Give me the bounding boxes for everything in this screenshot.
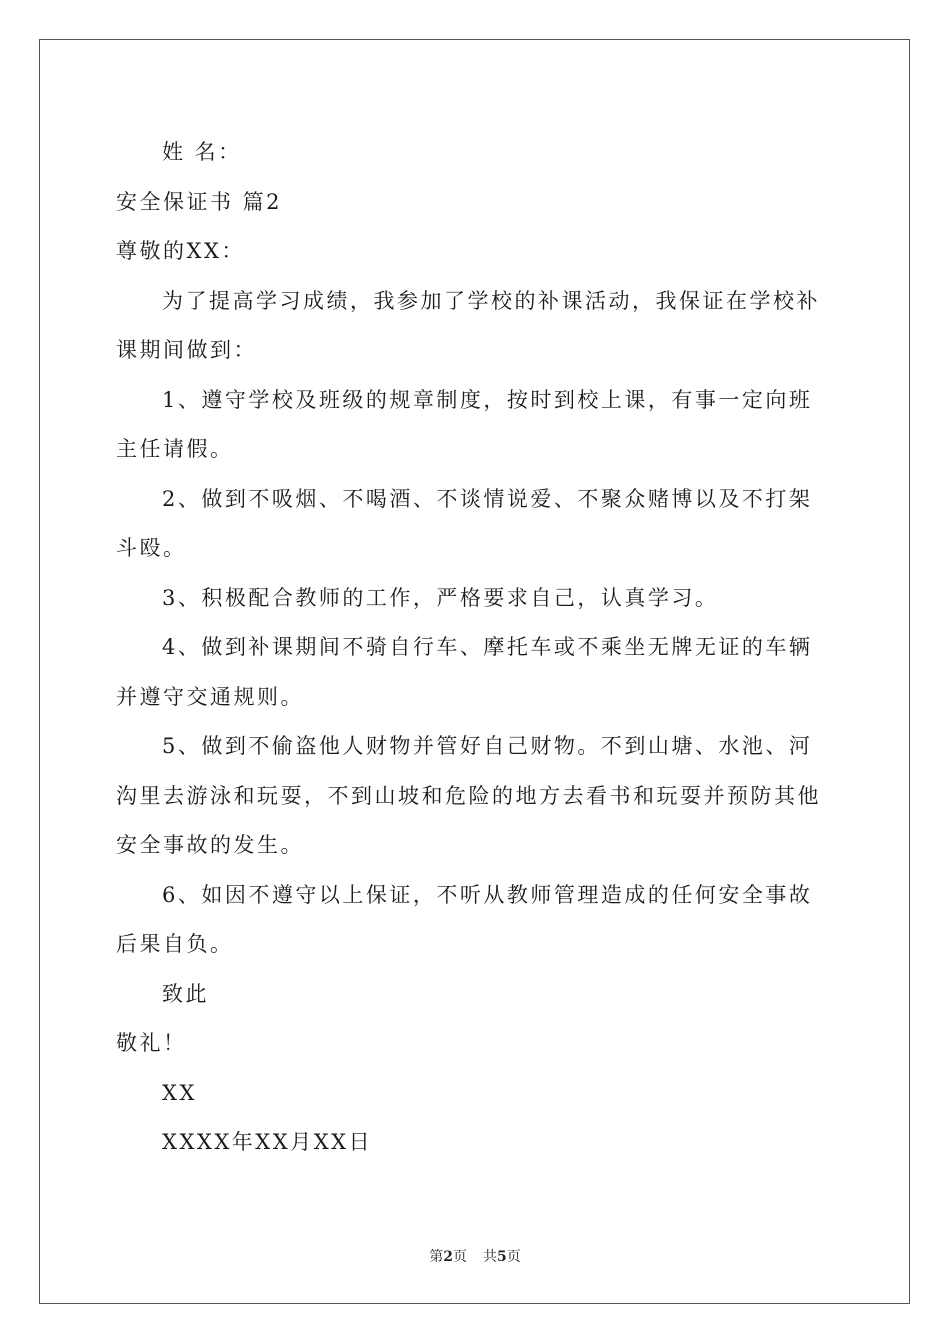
item-6 bbox=[116, 871, 836, 970]
intro-line: 课期间做到： bbox=[116, 338, 257, 362]
intro-paragraph bbox=[116, 277, 836, 376]
item-3 bbox=[116, 574, 836, 624]
intro-line: 为了提高学习成绩，我参加了学校的补课活动，我保证在学校补 bbox=[162, 288, 820, 313]
total-suffix: 页 bbox=[506, 1249, 521, 1265]
item-5 bbox=[116, 722, 836, 871]
item-line: 主任请假。 bbox=[116, 437, 234, 461]
total-pages: 5 bbox=[497, 1249, 507, 1265]
date: XXXX年XX月XX日 bbox=[162, 1130, 373, 1154]
item-1 bbox=[116, 376, 836, 475]
item-line: 后果自负。 bbox=[116, 932, 234, 956]
total-prefix: 共 bbox=[483, 1249, 497, 1265]
salutation: 尊敬的XX： bbox=[116, 239, 245, 263]
item-line: 沟里去游泳和玩耍，不到山坡和危险的地方去看书和玩耍并预防其他 bbox=[116, 783, 821, 808]
closing: 致此 bbox=[162, 981, 209, 1006]
regards: 敬礼！ bbox=[116, 1031, 187, 1055]
item-line: 5、做到不偷盗他人财物并管好自己财物。不到山塘、水池、河 bbox=[162, 734, 813, 758]
document-body bbox=[116, 128, 836, 1168]
item-line: 斗殴。 bbox=[116, 536, 187, 560]
item-line: 并遵守交通规则。 bbox=[116, 684, 304, 709]
item-line: 1、遵守学校及班级的规章制度，按时到校上课，有事一定向班 bbox=[162, 387, 813, 412]
page-footer bbox=[0, 1246, 950, 1266]
item-line: 6、如因不遵守以上保证，不听从教师管理造成的任何安全事故 bbox=[162, 882, 813, 907]
item-line: 3、积极配合教师的工作，严格要求自己，认真学习。 bbox=[162, 585, 719, 610]
name-line: 姓 名： bbox=[162, 140, 242, 164]
page-suffix: 页 bbox=[453, 1249, 467, 1265]
item-4 bbox=[116, 623, 836, 722]
item-line: 4、做到补课期间不骑自行车、摩托车或不乘坐无牌无证的车辆 bbox=[162, 635, 813, 659]
item-line: 2、做到不吸烟、不喝酒、不谈情说爱、不聚众赌博以及不打架 bbox=[162, 486, 813, 511]
page-number: 2 bbox=[443, 1249, 453, 1265]
item-line: 安全事故的发生。 bbox=[116, 833, 304, 857]
item-2 bbox=[116, 475, 836, 574]
document-title: 安全保证书 篇2 bbox=[116, 189, 283, 214]
signature: XX bbox=[162, 1080, 197, 1105]
page-prefix: 第 bbox=[429, 1249, 444, 1265]
